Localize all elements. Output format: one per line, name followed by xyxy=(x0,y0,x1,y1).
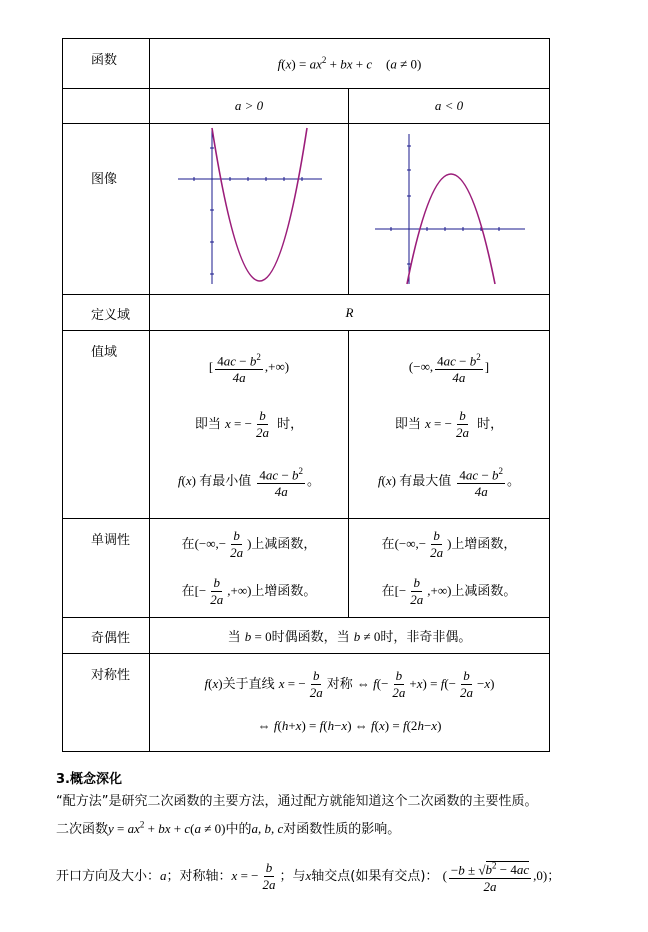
empty-cell xyxy=(63,89,150,124)
case-a-positive: a > 0 xyxy=(150,89,349,124)
range-positive xyxy=(150,331,349,519)
mono-pos-decreasing: 在(−∞,− $\frac{b}{2a}$ )上减函数， xyxy=(181,528,317,560)
label-parity: 奇偶性 xyxy=(63,618,150,654)
paragraph-1: “配方法”是研究二次函数的主要方法，通过配方就能知道这个二次函数的主要性质。 xyxy=(56,794,538,809)
label-function: 函数 xyxy=(63,39,150,89)
symmetry-line-1: f(x)关于直线 x = − $\frac{b}{2a}$ 对称 ⇔ f(− $\frac{b}{2a}$ +x) = f(− $\frac{b}{2a}$ −x) xyxy=(204,667,495,700)
label-monotonicity: 单调性 xyxy=(63,519,150,618)
mono-neg-increasing: 在(−∞,− $\frac{b}{2a}$ )上增函数， xyxy=(381,528,517,560)
properties-table xyxy=(62,38,550,752)
downward-parabola-plot xyxy=(349,124,549,290)
range-interval-min: [ $\frac{4ac - b^2}{4a}$ ,+∞) xyxy=(150,349,348,386)
symmetry-line-2: ⇔ f(h+x) = f(h−x) ⇔ f(x) = f(2h−x) xyxy=(257,717,442,733)
label-symmetry: 对称性 xyxy=(63,654,150,752)
parabola-curve xyxy=(212,128,307,281)
label-range: 值域 xyxy=(63,331,150,519)
symmetry-text xyxy=(150,654,550,752)
domain-value: R xyxy=(150,295,550,331)
range-when-positive: 即当 x = − $\frac{b}{2a}$ 时， xyxy=(194,408,304,440)
range-max-value: f(x) 有最大值 $\frac{4ac - b^2}{4a}$ 。 xyxy=(349,463,549,500)
x-ticks xyxy=(391,146,499,264)
mono-positive xyxy=(150,519,349,618)
mono-negative xyxy=(349,519,550,618)
paragraph-3: 开口方向及大小：a；对称轴：x = − $\frac{b}{2a}$ ；与x轴交点(如果有交点)： ( $\frac{-b \pm √b^2 - 4ac}{2a}$ ,0)； xyxy=(56,858,560,895)
graph-upward xyxy=(150,124,349,295)
case-a-negative: a < 0 xyxy=(349,89,550,124)
label-graph: 图像 xyxy=(63,124,150,295)
parity-text: 当 b = 0时偶函数，当 b ≠ 0时，非奇非偶。 xyxy=(150,618,550,654)
graph-downward xyxy=(349,124,550,295)
range-when-negative: 即当 x = − $\frac{b}{2a}$ 时， xyxy=(394,408,504,440)
paragraph-2: 二次函数$y = ax^2$ + bx + c(a ≠ 0)中的a, b, c对函数性质的影响。 xyxy=(56,819,401,837)
range-interval-max: (−∞, $\frac{4ac - b^2}{4a}$ ] xyxy=(349,349,549,386)
mono-neg-decreasing: 在[− $\frac{b}{2a}$ ,+∞)上减函数。 xyxy=(381,575,517,607)
mono-pos-increasing: 在[− $\frac{b}{2a}$ ,+∞)上增函数。 xyxy=(181,575,317,607)
function-formula: $f(x) = ax^2$ + bx + c (a ≠ 0) xyxy=(150,39,550,89)
upward-parabola-plot xyxy=(150,124,348,290)
x-ticks xyxy=(194,148,302,274)
section-heading: 3.概念深化 xyxy=(56,772,122,787)
range-min-value: f(x) 有最小值 $\frac{4ac - b^2}{4a}$ 。 xyxy=(150,463,348,500)
range-negative xyxy=(349,331,550,519)
label-domain: 定义域 xyxy=(63,295,150,331)
